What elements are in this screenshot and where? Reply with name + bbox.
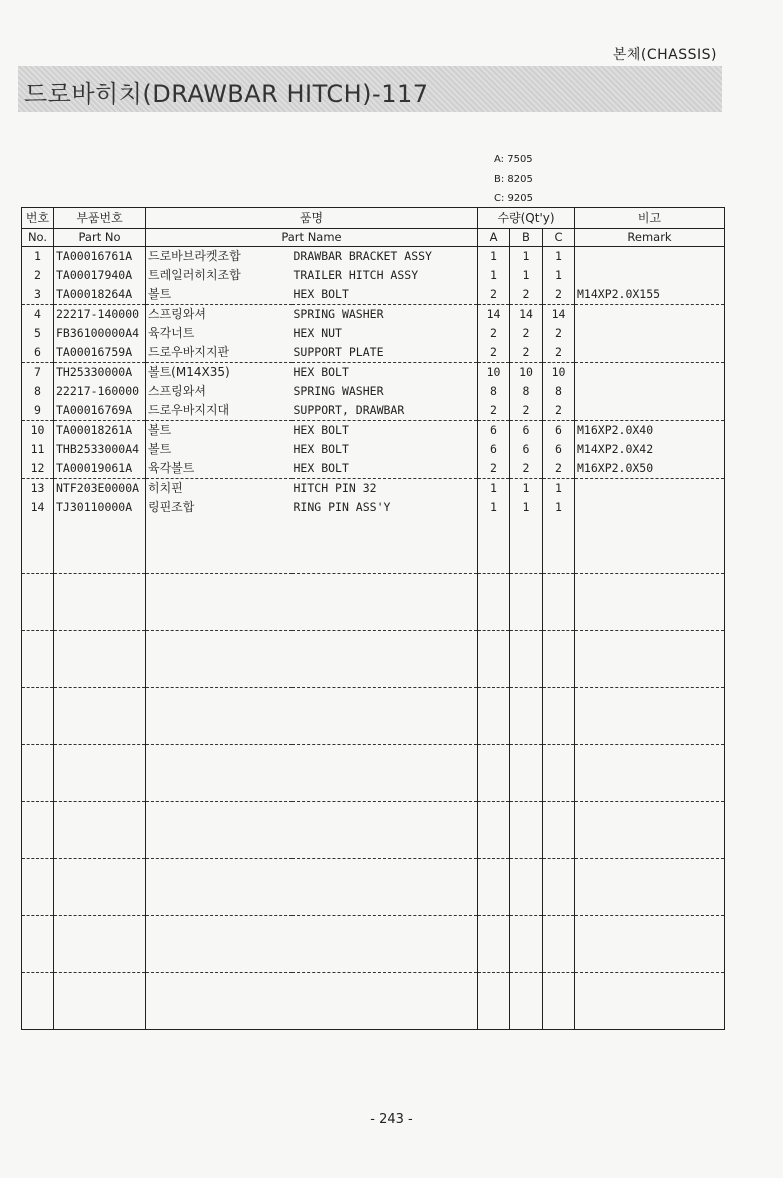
empty-cell xyxy=(478,745,510,802)
empty-cell xyxy=(575,745,725,802)
empty-cell xyxy=(575,517,725,574)
parts-table xyxy=(21,207,725,1030)
cell-qty-c: 2 xyxy=(543,459,575,479)
empty-cell xyxy=(510,916,543,973)
cell-name-en: HEX NUT xyxy=(292,324,478,343)
cell-name-en: SUPPORT, DRAWBAR xyxy=(292,401,478,421)
section-label: 본체(CHASSIS) xyxy=(612,47,717,63)
empty-cell xyxy=(478,916,510,973)
cell-qty-b: 8 xyxy=(510,382,543,401)
cell-name-ko: 링핀조합 xyxy=(146,498,292,517)
empty-cell xyxy=(54,574,146,631)
cell-qty-a: 1 xyxy=(478,266,510,285)
cell-name-ko: 스프링와셔 xyxy=(146,305,292,325)
empty-cell xyxy=(575,574,725,631)
header-qty-c: C xyxy=(543,229,575,247)
model-code-b: B: 8205 xyxy=(494,174,533,185)
cell-qty-a: 10 xyxy=(478,363,510,383)
cell-remark xyxy=(575,343,725,363)
cell-qty-a: 8 xyxy=(478,382,510,401)
cell-part-no: 22217-140000 xyxy=(54,305,146,325)
empty-cell xyxy=(146,859,292,916)
cell-remark: M16XP2.0X50 xyxy=(575,459,725,479)
empty-cell xyxy=(146,916,292,973)
cell-name-ko: 드로우바지지대 xyxy=(146,401,292,421)
cell-name-en: HEX BOLT xyxy=(292,285,478,305)
cell-remark xyxy=(575,247,725,267)
empty-cell xyxy=(543,688,575,745)
cell-name-ko: 히치핀 xyxy=(146,479,292,499)
header-part-no-ko: 부품번호 xyxy=(54,208,146,229)
empty-cell xyxy=(146,973,292,1030)
cell-qty-a: 1 xyxy=(478,247,510,267)
cell-name-ko: 드로바브라켓조합 xyxy=(146,247,292,267)
cell-qty-a: 2 xyxy=(478,459,510,479)
cell-qty-a: 6 xyxy=(478,421,510,441)
empty-cell xyxy=(54,517,146,574)
cell-part-no: TA00019061A xyxy=(54,459,146,479)
cell-qty-c: 10 xyxy=(543,363,575,383)
cell-name-ko: 볼트(M14X35) xyxy=(146,363,292,383)
cell-no: 6 xyxy=(22,343,54,363)
cell-no: 2 xyxy=(22,266,54,285)
cell-remark: M16XP2.0X40 xyxy=(575,421,725,441)
empty-cell xyxy=(510,859,543,916)
cell-no: 13 xyxy=(22,479,54,499)
empty-row xyxy=(22,745,725,802)
cell-qty-c: 14 xyxy=(543,305,575,325)
cell-part-no: TA00018264A xyxy=(54,285,146,305)
empty-cell xyxy=(478,973,510,1030)
header-remark-ko: 비고 xyxy=(575,208,725,229)
header-qty-ko: 수량(Qt'y) xyxy=(478,208,575,229)
empty-cell xyxy=(478,802,510,859)
empty-cell xyxy=(575,859,725,916)
empty-cell xyxy=(543,916,575,973)
header-qty-b: B xyxy=(510,229,543,247)
cell-name-ko: 볼트 xyxy=(146,285,292,305)
cell-name-en: DRAWBAR BRACKET ASSY xyxy=(292,247,478,267)
table-row xyxy=(22,305,725,325)
cell-qty-a: 2 xyxy=(478,324,510,343)
table-row xyxy=(22,247,725,267)
cell-remark xyxy=(575,324,725,343)
empty-cell xyxy=(292,916,478,973)
cell-name-en: HEX BOLT xyxy=(292,459,478,479)
cell-qty-a: 1 xyxy=(478,479,510,499)
table-row xyxy=(22,498,725,517)
page-title: 드로바히치(DRAWBAR HITCH)-117 xyxy=(24,80,429,108)
cell-no: 7 xyxy=(22,363,54,383)
cell-part-no: TJ30110000A xyxy=(54,498,146,517)
cell-part-no: TA00016761A xyxy=(54,247,146,267)
cell-part-no: TA00016769A xyxy=(54,401,146,421)
empty-cell xyxy=(478,631,510,688)
empty-cell xyxy=(510,688,543,745)
empty-row xyxy=(22,973,725,1030)
empty-cell xyxy=(54,631,146,688)
cell-name-en: HEX BOLT xyxy=(292,421,478,441)
empty-cell xyxy=(22,574,54,631)
table-row xyxy=(22,440,725,459)
cell-name-ko: 육각볼트 xyxy=(146,459,292,479)
cell-part-no: TH25330000A xyxy=(54,363,146,383)
cell-qty-c: 8 xyxy=(543,382,575,401)
empty-cell xyxy=(543,859,575,916)
cell-qty-c: 2 xyxy=(543,324,575,343)
empty-cell xyxy=(146,802,292,859)
table-row xyxy=(22,382,725,401)
empty-cell xyxy=(54,688,146,745)
empty-cell xyxy=(54,916,146,973)
cell-qty-a: 6 xyxy=(478,440,510,459)
cell-qty-b: 2 xyxy=(510,401,543,421)
header-no-ko: 번호 xyxy=(22,208,54,229)
empty-cell xyxy=(575,802,725,859)
page-number: - 243 - xyxy=(370,1112,413,1127)
empty-cell xyxy=(543,745,575,802)
table-row xyxy=(22,421,725,441)
cell-qty-b: 2 xyxy=(510,343,543,363)
cell-no: 10 xyxy=(22,421,54,441)
cell-part-no: FB36100000A4 xyxy=(54,324,146,343)
empty-row xyxy=(22,688,725,745)
cell-qty-a: 2 xyxy=(478,343,510,363)
cell-name-ko: 볼트 xyxy=(146,421,292,441)
table-row xyxy=(22,285,725,305)
empty-cell xyxy=(292,631,478,688)
header-qty-a: A xyxy=(478,229,510,247)
empty-cell xyxy=(575,916,725,973)
cell-part-no: 22217-160000 xyxy=(54,382,146,401)
cell-no: 14 xyxy=(22,498,54,517)
empty-cell xyxy=(478,574,510,631)
cell-qty-c: 1 xyxy=(543,247,575,267)
table-row xyxy=(22,324,725,343)
cell-qty-b: 1 xyxy=(510,498,543,517)
empty-row xyxy=(22,517,725,574)
empty-cell xyxy=(575,973,725,1030)
empty-cell xyxy=(54,859,146,916)
empty-cell xyxy=(22,916,54,973)
empty-row xyxy=(22,574,725,631)
cell-qty-c: 2 xyxy=(543,343,575,363)
cell-qty-b: 1 xyxy=(510,247,543,267)
cell-name-ko: 육각너트 xyxy=(146,324,292,343)
cell-qty-b: 6 xyxy=(510,421,543,441)
empty-cell xyxy=(543,574,575,631)
empty-cell xyxy=(292,973,478,1030)
cell-no: 12 xyxy=(22,459,54,479)
cell-part-no: NTF203E0000A xyxy=(54,479,146,499)
cell-remark xyxy=(575,401,725,421)
empty-cell xyxy=(292,688,478,745)
cell-qty-a: 1 xyxy=(478,498,510,517)
cell-name-ko: 볼트 xyxy=(146,440,292,459)
cell-remark xyxy=(575,479,725,499)
cell-qty-c: 2 xyxy=(543,401,575,421)
empty-cell xyxy=(22,745,54,802)
empty-cell xyxy=(146,517,292,574)
cell-qty-c: 2 xyxy=(543,285,575,305)
cell-no: 1 xyxy=(22,247,54,267)
empty-cell xyxy=(478,859,510,916)
empty-cell xyxy=(146,745,292,802)
cell-qty-b: 1 xyxy=(510,479,543,499)
header-name-ko: 품명 xyxy=(146,208,478,229)
empty-cell xyxy=(146,631,292,688)
cell-qty-b: 2 xyxy=(510,324,543,343)
table-row xyxy=(22,459,725,479)
cell-qty-a: 14 xyxy=(478,305,510,325)
cell-name-en: SUPPORT PLATE xyxy=(292,343,478,363)
cell-name-ko: 드로우바지지판 xyxy=(146,343,292,363)
header-part-no-en: Part No xyxy=(54,229,146,247)
empty-cell xyxy=(292,574,478,631)
model-code-c: C: 9205 xyxy=(494,193,533,204)
parts-table-body xyxy=(22,247,725,1030)
cell-remark: M14XP2.0X155 xyxy=(575,285,725,305)
empty-cell xyxy=(54,973,146,1030)
empty-cell xyxy=(510,745,543,802)
cell-part-no: THB2533000A4 xyxy=(54,440,146,459)
empty-cell xyxy=(543,802,575,859)
empty-cell xyxy=(510,973,543,1030)
empty-row xyxy=(22,916,725,973)
cell-remark xyxy=(575,382,725,401)
cell-no: 9 xyxy=(22,401,54,421)
empty-cell xyxy=(22,802,54,859)
cell-qty-b: 2 xyxy=(510,459,543,479)
table-row xyxy=(22,363,725,383)
cell-name-en: HEX BOLT xyxy=(292,440,478,459)
cell-no: 8 xyxy=(22,382,54,401)
cell-qty-c: 1 xyxy=(543,479,575,499)
empty-cell xyxy=(146,688,292,745)
cell-no: 3 xyxy=(22,285,54,305)
empty-cell xyxy=(543,973,575,1030)
header-no-en: No. xyxy=(22,229,54,247)
empty-row xyxy=(22,631,725,688)
cell-no: 11 xyxy=(22,440,54,459)
empty-cell xyxy=(22,973,54,1030)
cell-name-en: SPRING WASHER xyxy=(292,305,478,325)
empty-cell xyxy=(22,859,54,916)
empty-cell xyxy=(292,802,478,859)
cell-name-en: SPRING WASHER xyxy=(292,382,478,401)
cell-no: 5 xyxy=(22,324,54,343)
empty-cell xyxy=(510,517,543,574)
empty-cell xyxy=(54,802,146,859)
empty-cell xyxy=(478,517,510,574)
table-row xyxy=(22,479,725,499)
header-remark-en: Remark xyxy=(575,229,725,247)
empty-cell xyxy=(510,802,543,859)
empty-cell xyxy=(478,688,510,745)
cell-qty-a: 2 xyxy=(478,401,510,421)
empty-cell xyxy=(54,745,146,802)
empty-cell xyxy=(510,631,543,688)
cell-part-no: TA00018261A xyxy=(54,421,146,441)
cell-qty-b: 2 xyxy=(510,285,543,305)
cell-remark xyxy=(575,305,725,325)
cell-remark: M14XP2.0X42 xyxy=(575,440,725,459)
cell-name-en: RING PIN ASS'Y xyxy=(292,498,478,517)
empty-cell xyxy=(575,688,725,745)
empty-cell xyxy=(146,574,292,631)
empty-row xyxy=(22,802,725,859)
cell-qty-c: 1 xyxy=(543,498,575,517)
cell-part-no: TA00017940A xyxy=(54,266,146,285)
empty-cell xyxy=(292,517,478,574)
cell-name-ko: 스프링와셔 xyxy=(146,382,292,401)
cell-qty-c: 6 xyxy=(543,421,575,441)
empty-cell xyxy=(575,631,725,688)
cell-part-no: TA00016759A xyxy=(54,343,146,363)
empty-cell xyxy=(510,574,543,631)
model-code-a: A: 7505 xyxy=(494,154,533,165)
cell-no: 4 xyxy=(22,305,54,325)
cell-qty-b: 14 xyxy=(510,305,543,325)
table-row xyxy=(22,266,725,285)
header-name-en: Part Name xyxy=(146,229,478,247)
empty-cell xyxy=(22,631,54,688)
table-row xyxy=(22,401,725,421)
empty-cell xyxy=(292,745,478,802)
cell-qty-c: 1 xyxy=(543,266,575,285)
empty-cell xyxy=(22,688,54,745)
cell-name-en: HITCH PIN 32 xyxy=(292,479,478,499)
cell-remark xyxy=(575,363,725,383)
cell-name-ko: 트레일러히치조합 xyxy=(146,266,292,285)
cell-qty-c: 6 xyxy=(543,440,575,459)
cell-remark xyxy=(575,498,725,517)
cell-name-en: HEX BOLT xyxy=(292,363,478,383)
empty-row xyxy=(22,859,725,916)
empty-cell xyxy=(543,517,575,574)
empty-cell xyxy=(292,859,478,916)
empty-cell xyxy=(543,631,575,688)
empty-cell xyxy=(22,517,54,574)
cell-remark xyxy=(575,266,725,285)
cell-qty-b: 6 xyxy=(510,440,543,459)
cell-qty-b: 10 xyxy=(510,363,543,383)
cell-qty-b: 1 xyxy=(510,266,543,285)
cell-name-en: TRAILER HITCH ASSY xyxy=(292,266,478,285)
table-row xyxy=(22,343,725,363)
cell-qty-a: 2 xyxy=(478,285,510,305)
